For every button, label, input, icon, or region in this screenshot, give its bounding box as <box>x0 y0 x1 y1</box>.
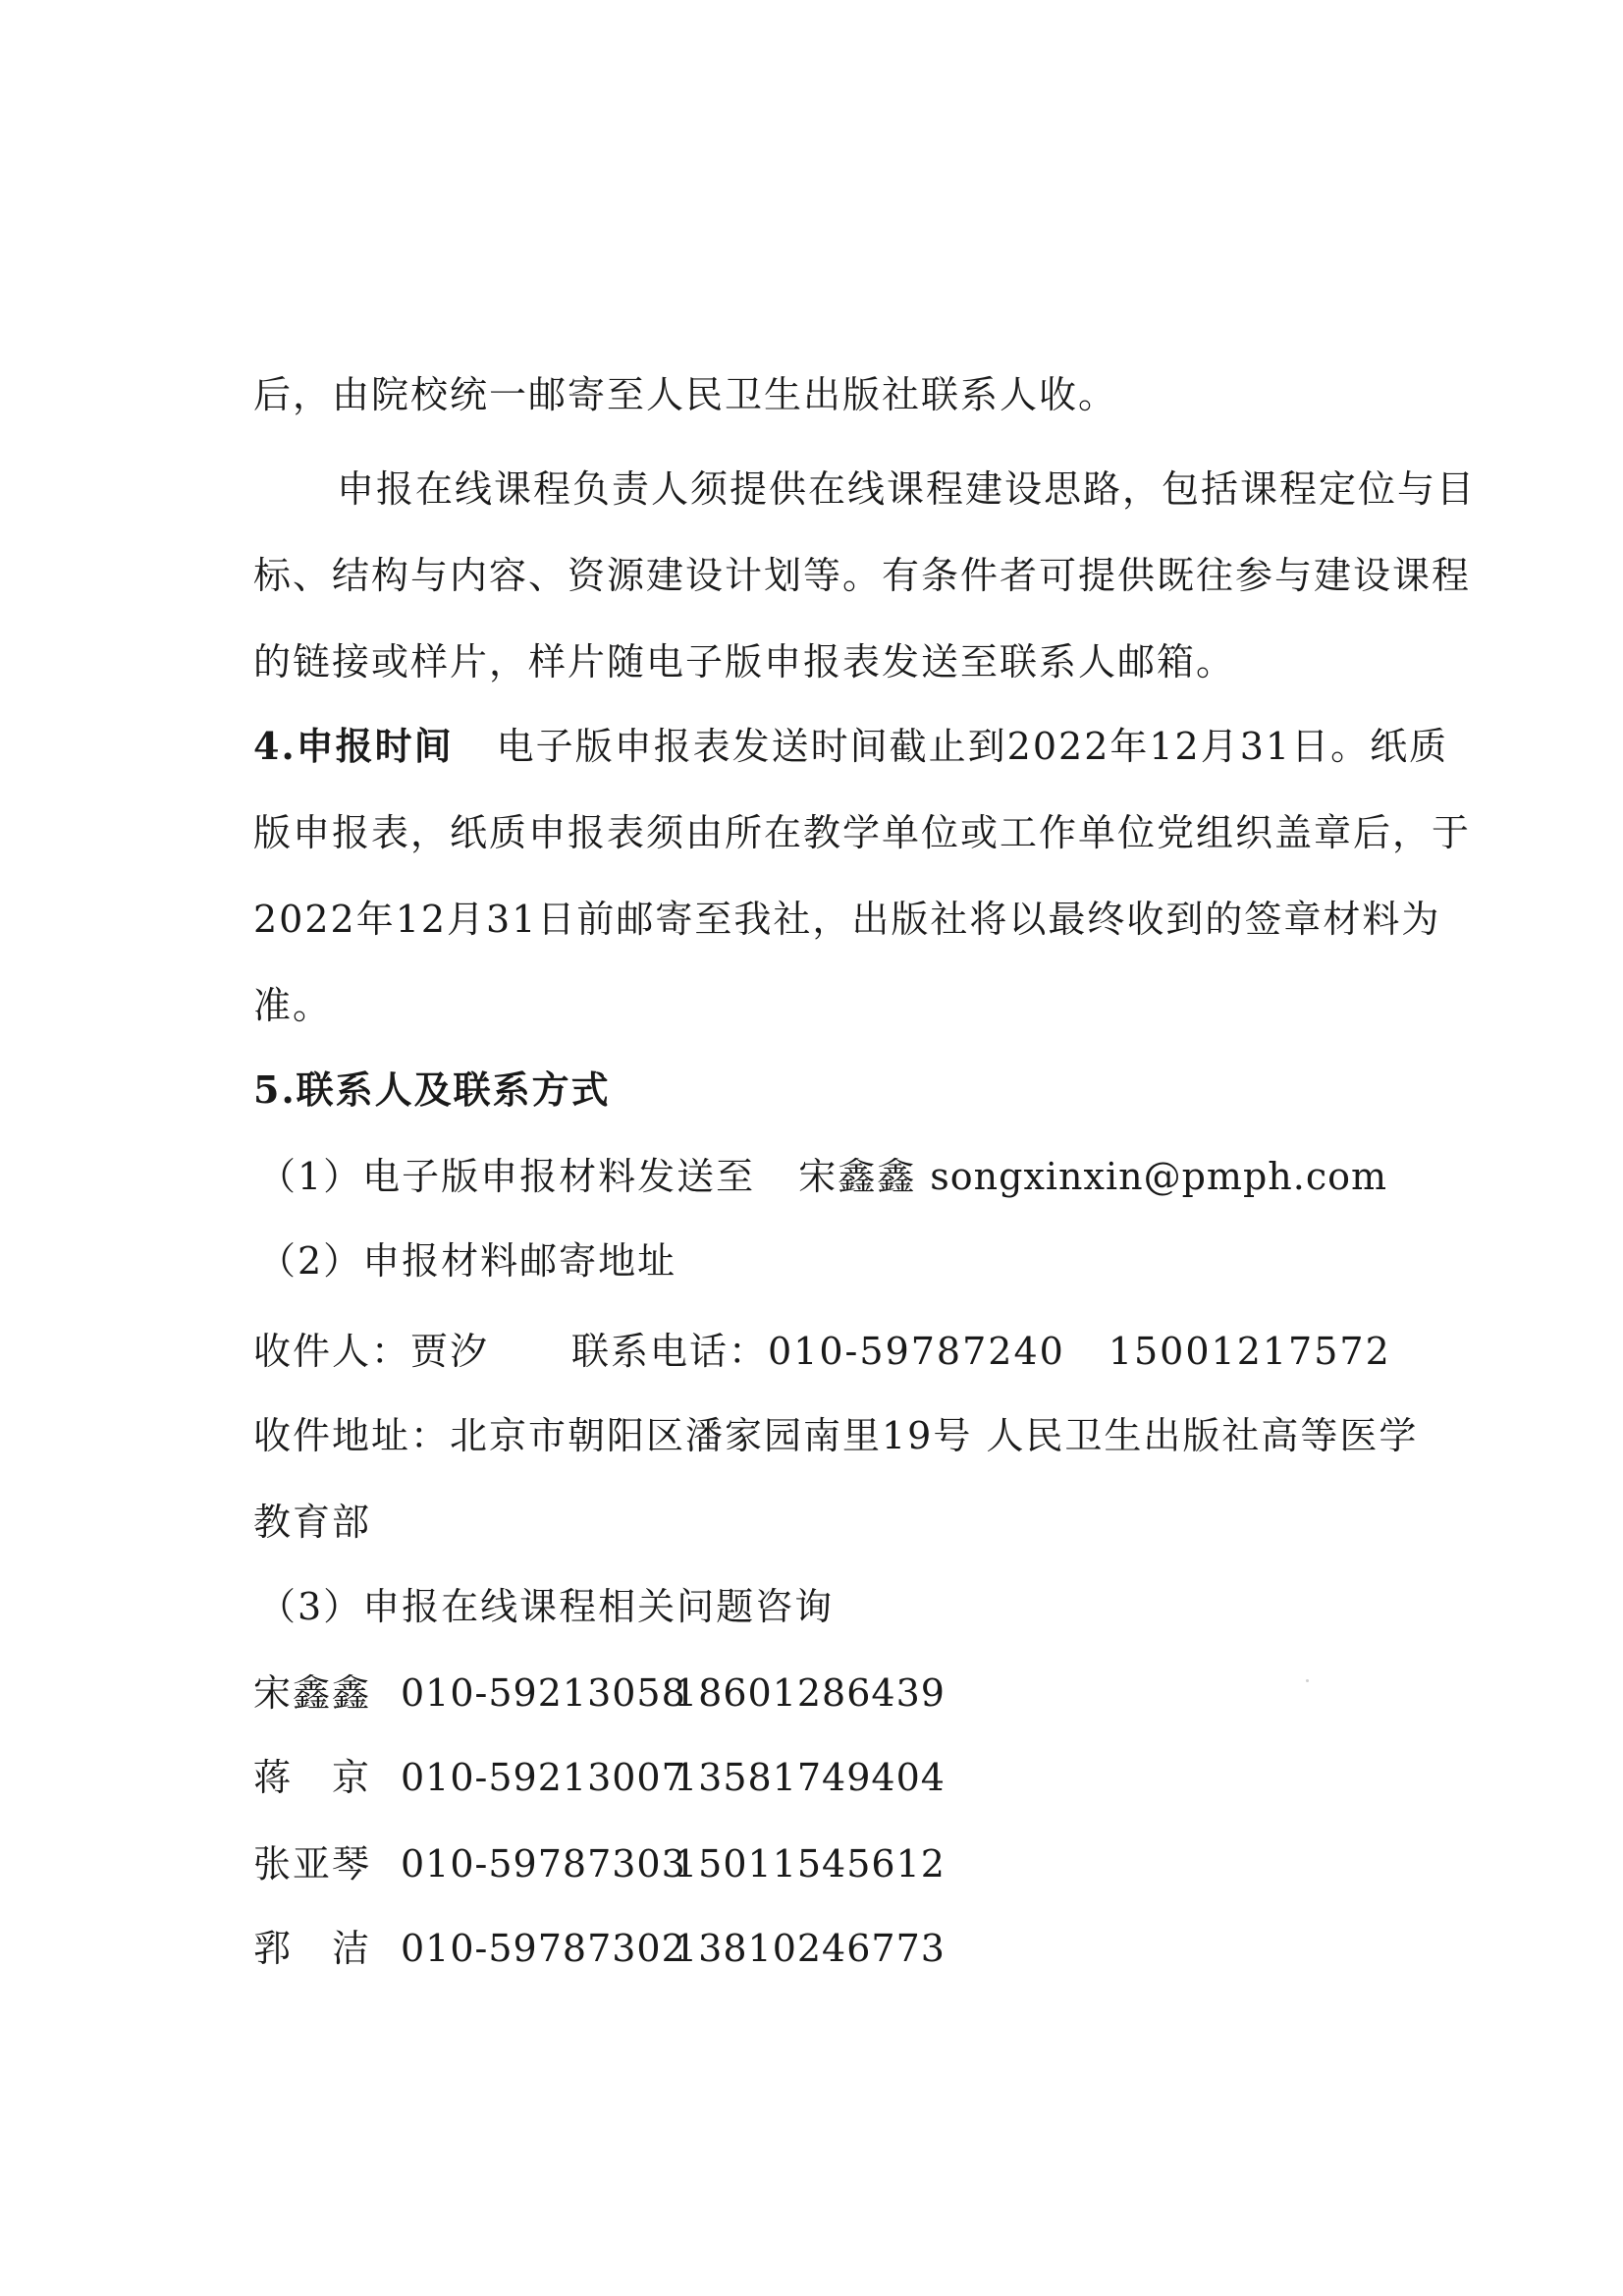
contact-mobile: 13810246773 <box>674 1927 946 1970</box>
contact-row <box>253 1671 946 1715</box>
contact-mobile: 13581749404 <box>674 1756 946 1799</box>
paragraph-line <box>253 984 332 1027</box>
contact-tel: 010-59213007 <box>401 1756 686 1799</box>
paragraph-text: 版申报表，纸质申报表须由所在教学单位或工作单位党组织盖章后，于 <box>253 811 1472 854</box>
contact-row <box>253 1927 946 1970</box>
section-heading <box>253 1068 611 1112</box>
contact-name: 蒋 京 <box>253 1756 372 1799</box>
contact-tel: 010-59787303 <box>401 1842 686 1886</box>
recipient-line <box>253 1330 1391 1373</box>
section-4-line <box>253 725 1448 768</box>
address-line <box>253 1414 1418 1457</box>
paragraph-line <box>253 373 1117 416</box>
contact-mobile: 15011545612 <box>674 1842 946 1886</box>
recipient-label: 收件人：贾汐 <box>253 1330 490 1373</box>
paragraph-text: 准。 <box>253 984 333 1027</box>
contact-name: 张亚琴 <box>253 1842 372 1886</box>
paragraph-text: 电子版申报表发送时间截止到2022年12月31日。纸质 <box>496 725 1449 768</box>
contact-email: songxinxin@pmph.com <box>930 1155 1388 1198</box>
phone-label: 联系电话：010-59787240 <box>571 1330 1065 1373</box>
contact-row <box>253 1756 946 1799</box>
section-heading: 4.申报时间 <box>253 724 454 768</box>
contact-item-1 <box>258 1155 1387 1198</box>
item-label: （2）申报材料邮寄地址 <box>258 1239 677 1283</box>
address-text: 收件地址：北京市朝阳区潘家园南里19号 人民卫生出版社高等医学 <box>253 1414 1419 1457</box>
paragraph-line <box>253 811 1471 854</box>
contact-name: 宋鑫鑫 <box>253 1671 372 1715</box>
section-heading-text: 5.联系人及联系方式 <box>253 1067 611 1112</box>
paragraph-text: 标、结构与内容、资源建设计划等。有条件者可提供既往参与建设课程 <box>253 554 1472 597</box>
paragraph-text: 后，由院校统一邮寄至人民卫生出版社联系人收。 <box>253 373 1118 416</box>
paragraph-line <box>253 898 1440 941</box>
contact-row <box>253 1842 946 1886</box>
phone-mobile: 15001217572 <box>1108 1330 1391 1373</box>
paragraph-text: 申报在线课程负责人须提供在线课程建设思路，包括课程定位与目 <box>337 467 1477 511</box>
contact-name: 郛 洁 <box>253 1927 372 1970</box>
paragraph-text: 的链接或样片，样片随电子版申报表发送至联系人邮箱。 <box>253 640 1236 683</box>
scan-speck <box>1306 1679 1309 1682</box>
item-label: （3）申报在线课程相关问题咨询 <box>258 1585 835 1628</box>
item-label: （1）电子版申报材料发送至 <box>258 1155 756 1198</box>
contact-tel: 010-59213058 <box>401 1671 686 1715</box>
contact-name: 宋鑫鑫 <box>798 1155 917 1198</box>
contact-mobile: 18601286439 <box>674 1671 946 1715</box>
paragraph-text: 2022年12月31日前邮寄至我社，出版社将以最终收到的签章材料为 <box>253 898 1441 941</box>
address-text: 教育部 <box>253 1501 372 1544</box>
paragraph-line <box>337 467 1476 511</box>
contact-item-2 <box>258 1239 676 1283</box>
address-line <box>253 1501 371 1544</box>
contact-item-3 <box>258 1585 834 1628</box>
contact-tel: 010-59787302 <box>401 1927 686 1970</box>
paragraph-line <box>253 554 1471 597</box>
paragraph-line <box>253 640 1235 683</box>
